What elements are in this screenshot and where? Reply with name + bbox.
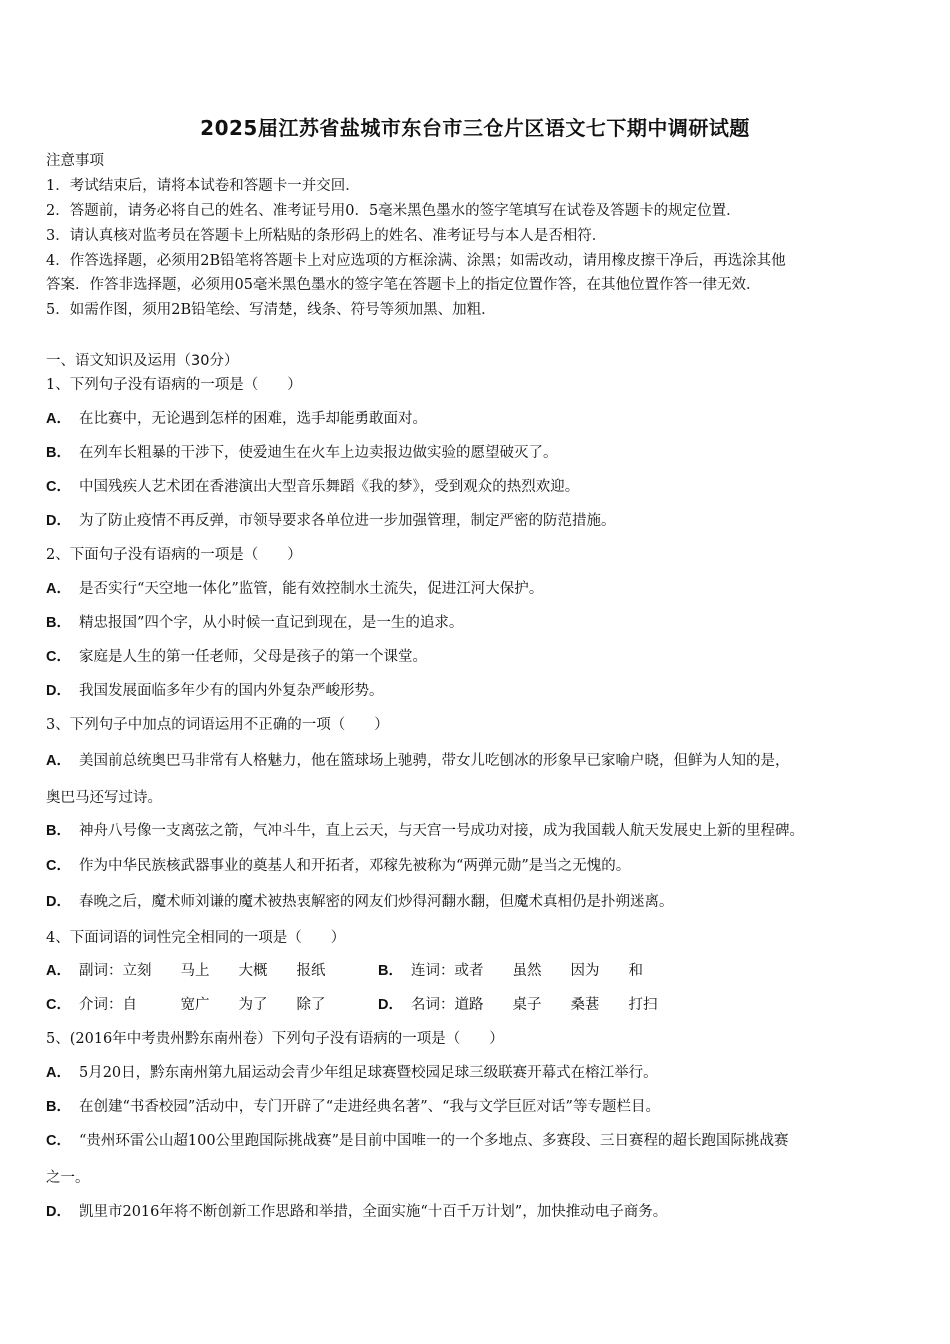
option-letter: D． xyxy=(46,513,71,529)
notice-item: 3．请认真核对监考员在答题卡上所粘贴的条形码上的姓名、准考证号与本人是否相符． xyxy=(46,228,607,244)
option-letter: A． xyxy=(46,1065,71,1081)
question-5-option-c xyxy=(46,1131,912,1151)
option-letter: C． xyxy=(46,858,71,874)
option-letter: D． xyxy=(46,683,71,699)
option-text: 5月20日，黔东南州第九届运动会青少年组足球赛暨校园足球三级联赛开幕式在榕江举行。 xyxy=(78,1065,658,1081)
question-2-option-a xyxy=(46,579,912,599)
question-4-option-d xyxy=(378,995,657,1015)
question-4-option-a xyxy=(46,961,325,981)
notice-item: 5．如需作图，须用2B铅笔绘、写清楚，线条、符号等须加黑、加粗． xyxy=(46,302,496,318)
question-1-stem: 1、下列句子没有语病的一项是（ ） xyxy=(46,377,302,393)
option-letter: C． xyxy=(46,649,71,665)
question-4-stem: 4、下面词语的词性完全相同的一项是（ ） xyxy=(46,930,346,946)
option-text: 在比赛中，无论遇到怎样的困难，选手却能勇敢面对。 xyxy=(78,411,427,427)
notice-item: 1．考试结束后，请将本试卷和答题卡一并交回． xyxy=(46,178,360,194)
option-text: 神舟八号像一支离弦之箭，气冲斗牛，直上云天，与天宫一号成功对接，成为我国载人航天发展史上新的里程碑。 xyxy=(78,823,804,839)
option-letter: D． xyxy=(46,1204,71,1220)
option-text: 我国发展面临多年少有的国内外复杂严峻形势。 xyxy=(78,683,384,699)
question-3-option-c xyxy=(46,856,912,876)
option-text: 中国残疾人艺术团在香港演出大型音乐舞蹈《我的梦》，受到观众的热烈欢迎。 xyxy=(78,479,580,495)
section-heading: 一、语文知识及运用（30分） xyxy=(46,353,239,369)
option-letter: D． xyxy=(378,997,403,1013)
option-letter: A． xyxy=(46,581,71,597)
option-letter: B． xyxy=(46,445,71,461)
option-letter: B． xyxy=(46,1099,71,1115)
option-letter: B． xyxy=(378,963,403,979)
option-letter: B． xyxy=(46,615,71,631)
question-3-option-b xyxy=(46,821,912,841)
question-2-option-b xyxy=(46,613,912,633)
question-2-option-d xyxy=(46,681,912,701)
notice-item: 4．作答选择题，必须用2B铅笔将答题卡上对应选项的方框涂满、涂黑；如需改动，请用橡皮擦干净后，再选涂其他 xyxy=(46,253,786,269)
question-5-option-a xyxy=(46,1063,912,1083)
question-1-option-c xyxy=(46,477,912,497)
question-2-stem: 2、下面句子没有语病的一项是（ ） xyxy=(46,547,302,563)
option-text: 为了防止疫情不再反弹，市领导要求各单位进一步加强管理，制定严密的防范措施。 xyxy=(78,513,616,529)
option-text: “贵州环雷公山超100公里跑国际挑战赛”是目前中国唯一的一个多地点、多赛段、三日赛程的超长跑国际挑战赛 xyxy=(78,1133,789,1149)
option-text: 凯里市2016年将不断创新工作思路和举措，全面实施“十百千万计划”，加快推动电子商务。 xyxy=(78,1204,668,1220)
question-4-option-b xyxy=(378,961,643,981)
option-text: 美国前总统奥巴马非常有人格魅力，他在篮球场上驰骋，带女儿吃刨冰的形象早已家喻户晓，但鲜为人知的是， xyxy=(78,753,790,769)
option-text: 精忠报国”四个字，从小时候一直记到现在，是一生的追求。 xyxy=(78,615,464,631)
question-3-option-d xyxy=(46,892,912,912)
notice-heading: 注意事项 xyxy=(46,153,104,169)
page-title: 2025届江苏省盐城市东台市三仓片区语文七下期中调研试题 xyxy=(200,116,750,140)
option-letter: C． xyxy=(46,1133,71,1149)
option-letter: A． xyxy=(46,753,71,769)
question-4-option-c xyxy=(46,995,325,1015)
option-text: 在创建“书香校园”活动中，专门开辟了“走进经典名著”、“我与文学巨匠对话”等专题栏目。 xyxy=(78,1099,660,1115)
option-letter: A． xyxy=(46,411,71,427)
question-3-stem: 3、下列句子中加点的词语运用不正确的一项（ ） xyxy=(46,717,389,733)
option-text: 连词：或者 虽然 因为 和 xyxy=(410,963,643,979)
option-text: 副词：立刻 马上 大概 报纸 xyxy=(78,963,326,979)
option-text: 是否实行“天空地一体化”监管，能有效控制水土流失，促进江河大保护。 xyxy=(78,581,544,597)
question-5-option-d xyxy=(46,1202,912,1222)
question-3-option-a-continued: 奥巴马还写过诗。 xyxy=(46,790,162,806)
question-5-stem: 5、(2016年中考贵州黔东南州卷）下列句子没有语病的一项是（ ） xyxy=(46,1031,504,1047)
question-2-option-c xyxy=(46,647,912,667)
question-3-option-a xyxy=(46,751,912,771)
option-text: 名词：道路 桌子 桑葚 打扫 xyxy=(410,997,658,1013)
option-text: 家庭是人生的第一任老师，父母是孩子的第一个课堂。 xyxy=(78,649,427,665)
option-text: 春晚之后，魔术师刘谦的魔术被热衷解密的网友们炒得河翻水翻，但魔术真相仍是扑朔迷离。 xyxy=(78,894,674,910)
option-text: 介词：自 宽广 为了 除了 xyxy=(78,997,326,1013)
option-letter: B． xyxy=(46,823,71,839)
option-text: 在列车长粗暴的干涉下，使爱迪生在火车上边卖报边做实验的愿望破灭了。 xyxy=(78,445,558,461)
option-letter: C． xyxy=(46,479,71,495)
option-letter: D． xyxy=(46,894,71,910)
notice-item: 答案．作答非选择题，必须用05毫米黑色墨水的签字笔在答题卡上的指定位置作答，在其他位置作答一律无效． xyxy=(46,277,761,293)
question-1-option-d xyxy=(46,511,912,531)
question-5-option-c-continued: 之一。 xyxy=(46,1170,90,1186)
question-1-option-a xyxy=(46,409,912,429)
notice-item: 2．答题前，请务必将自己的姓名、准考证号用0．5毫米黑色墨水的签字笔填写在试卷及答题卡的规定位置． xyxy=(46,203,741,219)
question-5-option-b xyxy=(46,1097,912,1117)
question-1-option-b xyxy=(46,443,912,463)
option-letter: C． xyxy=(46,997,71,1013)
option-text: 作为中华民族核武器事业的奠基人和开拓者，邓稼先被称为“两弹元勋”是当之无愧的。 xyxy=(78,858,631,874)
option-letter: A． xyxy=(46,963,71,979)
